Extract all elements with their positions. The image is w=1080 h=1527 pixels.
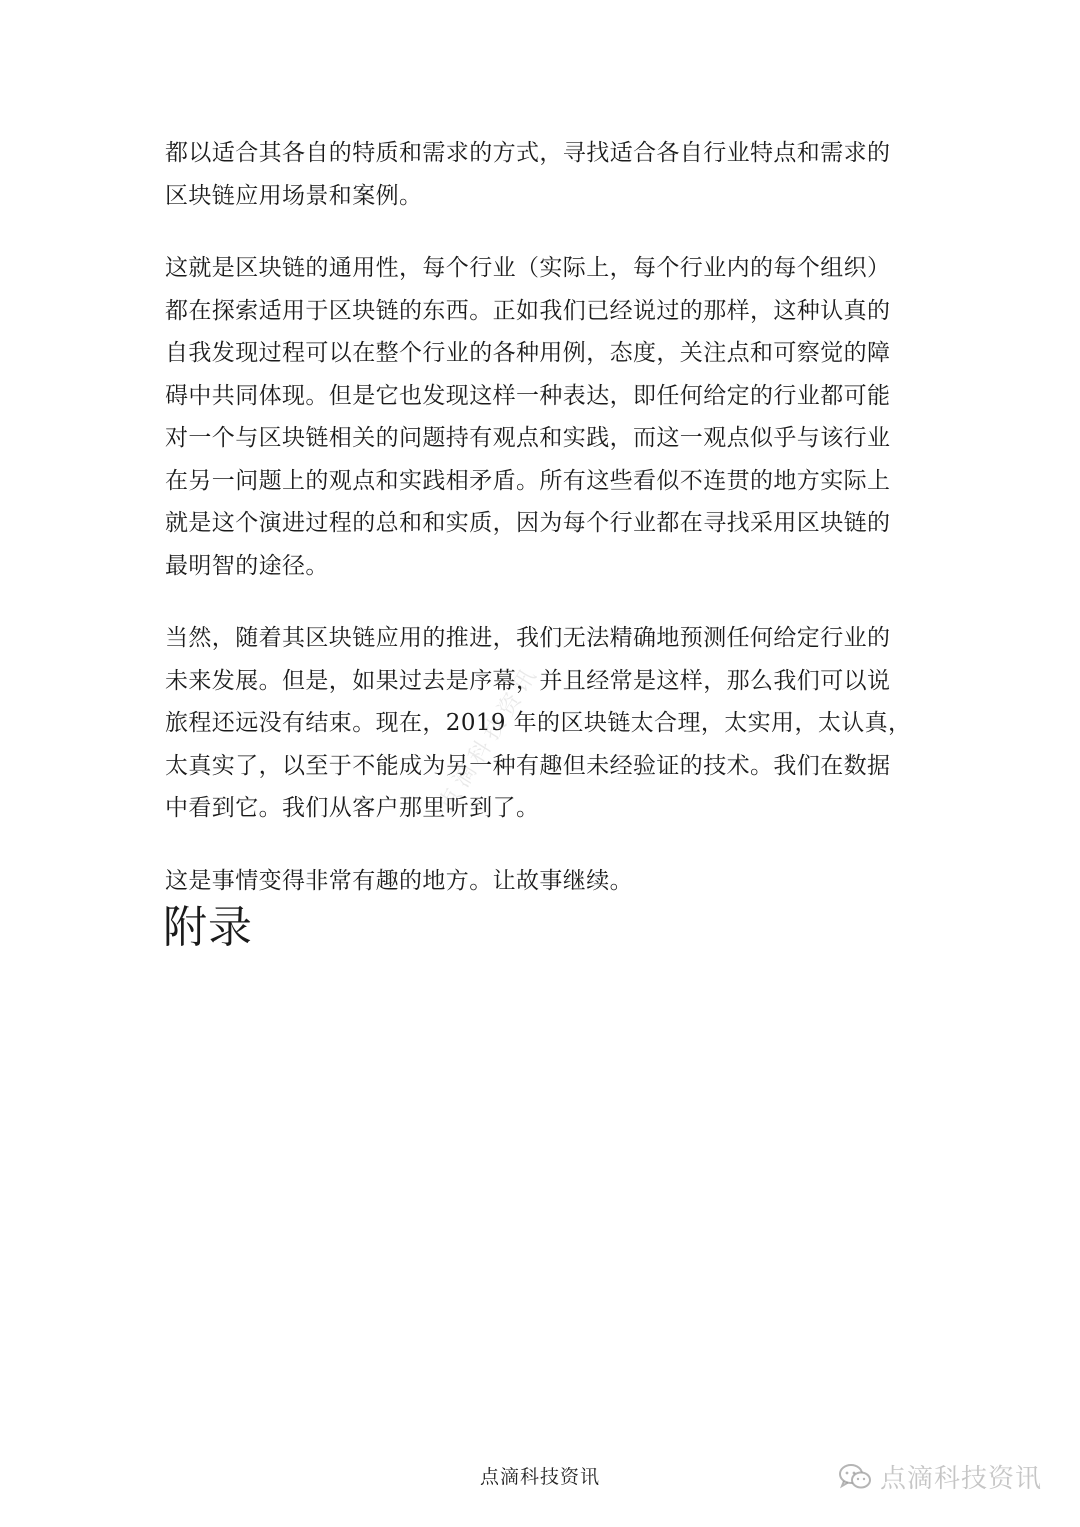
appendix-heading: 附录 xyxy=(163,902,253,953)
paragraph-line: 最明智的途径。 xyxy=(165,552,329,579)
paragraph-line: 区块链应用场景和案例。 xyxy=(165,182,423,209)
paragraph-line: 对一个与区块链相关的问题持有观点和实践，而这一观点似乎与该行业 xyxy=(165,425,891,451)
wechat-icon xyxy=(838,1463,872,1491)
page-footer: 点滴科技资讯 xyxy=(479,1466,600,1488)
paragraph-line: 这就是区块链的通用性，每个行业（实际上，每个行业内的每个组织） xyxy=(165,255,891,281)
paragraph-line: 在另一问题上的观点和实践相矛盾。所有这些看似不连贯的地方实际上 xyxy=(165,467,891,494)
paragraph-line: 都在探索适用于区块链的东西。正如我们已经说过的那样，这种认真的 xyxy=(165,297,891,324)
paragraph-line: 都以适合其各自的特质和需求的方式，寻找适合各自行业特点和需求的 xyxy=(165,140,891,166)
paragraph-3 xyxy=(165,617,925,830)
paragraph-4 xyxy=(165,860,925,903)
paragraph-line: 碍中共同体现。但是它也发现这样一种表达，即任何给定的行业都可能 xyxy=(165,382,891,409)
paragraph-1 xyxy=(165,132,925,217)
paragraph-line: 当然，随着其区块链应用的推进，我们无法精确地预测任何给定行业的 xyxy=(165,625,891,651)
corner-watermark xyxy=(838,1458,1042,1495)
paragraph-line: 中看到它。我们从客户那里听到了。 xyxy=(165,795,540,821)
paragraph-line: 这是事情变得非常有趣的地方。让故事继续。 xyxy=(165,867,633,894)
paragraph-line: 未来发展。但是，如果过去是序幕，并且经常是这样，那么我们可以说 xyxy=(165,667,891,694)
paragraph-line: 就是这个演进过程的总和和实质，因为每个行业都在寻找采用区块链的 xyxy=(165,510,891,536)
paragraph-line: 太真实了，以至于不能成为另一种有趣但未经验证的技术。我们在数据 xyxy=(165,752,891,779)
center-watermark: 点滴科技资讯 xyxy=(434,660,545,816)
corner-watermark-text: 点滴科技资讯 xyxy=(879,1464,1042,1494)
body-text xyxy=(165,132,925,932)
paragraph-line: 旅程还远没有结束。现在，2019 年的区块链太合理，太实用，太认真， xyxy=(165,710,912,736)
paragraph-line: 自我发现过程可以在整个行业的各种用例，态度，关注点和可察觉的障 xyxy=(165,340,891,366)
paragraph-2 xyxy=(165,247,925,587)
